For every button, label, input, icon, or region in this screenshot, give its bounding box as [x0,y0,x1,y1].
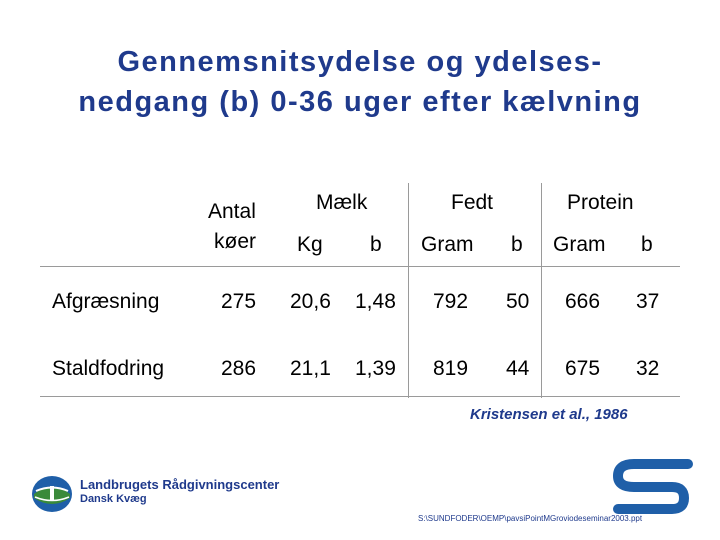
cell-antal: 286 [221,357,257,380]
title-line-1: Gennemsnitsydelse og ydelses- [117,46,603,78]
cell-fedt-b: 44 [506,357,530,380]
title-line-2: nedgang (b) 0-36 uger efter kælvning [78,86,642,118]
header-protein: Protein [567,191,634,214]
cell-protein-gram: 666 [565,290,601,313]
cell-maelk-b: 1,39 [355,357,396,380]
cell-fedt-gram: 819 [433,357,469,380]
header-protein-gram: Gram [553,233,606,256]
column-divider-2 [541,183,542,398]
reference-citation: Kristensen et al., 1986 [470,406,628,423]
cell-antal: 275 [221,290,257,313]
header-protein-b: b [641,233,653,256]
row-label: Staldfodring [52,357,165,380]
header-fedt-b: b [511,233,523,256]
table-bottom-divider [40,396,680,397]
row-label: Afgræsning [52,290,160,313]
slide-title [0,42,720,122]
organization-subname: Dansk Kvæg [80,493,147,505]
header-koer: køer [214,230,256,253]
column-divider-1 [408,183,409,398]
cell-maelk-kg: 20,6 [290,290,331,313]
cell-protein-b: 37 [636,290,660,313]
cell-protein-b: 32 [636,357,660,380]
globe-logo-icon [30,474,74,519]
header-maelk-b: b [370,233,382,256]
s-logo-icon [610,456,696,523]
header-antal: Antal [208,200,256,223]
table-header-divider [40,266,680,267]
header-maelk: Mælk [316,191,368,214]
cell-fedt-b: 50 [506,290,530,313]
header-fedt: Fedt [451,191,494,214]
cell-maelk-b: 1,48 [355,290,396,313]
cell-maelk-kg: 21,1 [290,357,331,380]
cell-protein-gram: 675 [565,357,601,380]
file-path: S:\SUNDFODER\OEMP\pavsiPointMGroviodeseminar2003.ppt [418,514,643,523]
organization-name: Landbrugets Rådgivningscenter [80,477,280,492]
header-fedt-gram: Gram [421,233,474,256]
cell-fedt-gram: 792 [433,290,469,313]
header-kg: Kg [297,233,323,256]
